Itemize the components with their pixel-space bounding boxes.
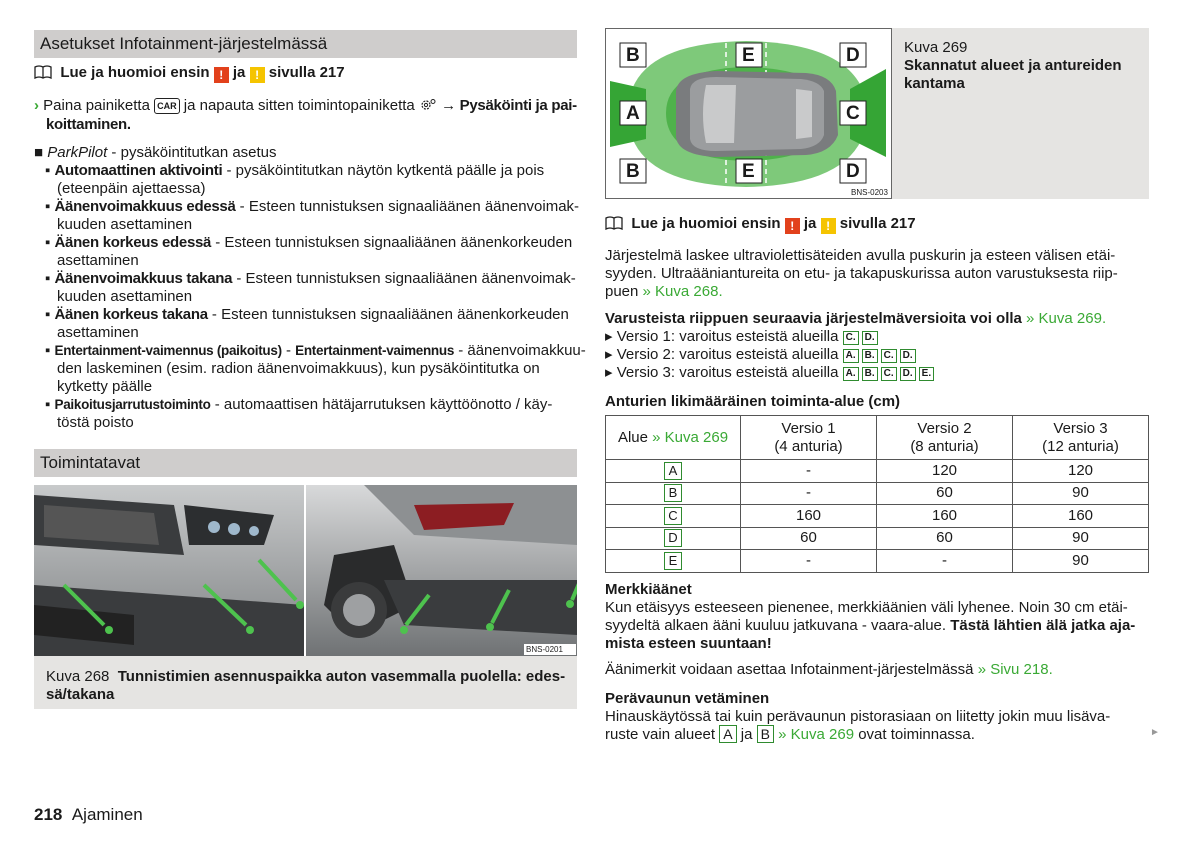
figure-268-link[interactable]: » Kuva 268. — [642, 283, 723, 300]
trailer-text: ruste vain alueet A ja B » Kuva 269 ovat toiminnassa. — [605, 726, 975, 743]
page-218-link[interactable]: » Sivu 218. — [977, 661, 1053, 678]
zone-e-bottom: E — [742, 161, 755, 182]
version-item: ▸ Versio 3: varoitus esteistä alueilla A. B. C. D. E. — [605, 364, 937, 382]
figure-268-caption: Kuva 268 Tunnistimien asennuspaikka auton vasemmalla puolella: edes- sä/takana — [34, 656, 577, 709]
zone-c: C — [846, 103, 860, 124]
table-row: A - 120 120 — [606, 460, 1149, 483]
diagram-code: BNS-0203 — [851, 188, 888, 197]
beeps-text: Kun etäisyys esteeseen pienenee, merkkiäänien väli lyhenee. Noin 30 cm etäi- — [605, 599, 1128, 616]
beeps-text: syydeltä alkaen ääni kuuluu jatkuvana - vaara-alue. Tästä lähtien älä jatka aja- — [605, 617, 1136, 634]
photo-code: BNS-0201 — [526, 645, 563, 654]
zone-b-front-2: B — [626, 161, 640, 182]
trailer-text: Hinauskäytössä tai kuin perävaunun pistorasiaan on liitetty jokin muu lisäva- — [605, 708, 1111, 725]
bullet-item: ▪ Entertainment-vaimennus (paikoitus) - Entertainment-vaimennus - äänenvoimakkuu- — [45, 342, 586, 359]
warning-red-icon: ! — [785, 218, 800, 234]
sensor-location-photo — [34, 485, 577, 656]
read-note-left: Lue ja huomioi ensin ! ja ! sivulla 217 — [34, 64, 345, 83]
bullet-item-cont: töstä poisto — [57, 414, 134, 431]
bullet-item-cont: kytketty päälle — [57, 378, 153, 395]
range-table — [605, 415, 1149, 573]
versions-heading: Varusteista riippuen seuraavia järjestelmäversioita voi olla » Kuva 269. — [605, 310, 1107, 327]
warning-yellow-icon: ! — [250, 67, 265, 83]
table-row: C 160 160 160 — [606, 505, 1149, 528]
beeps-title: Merkkiäänet — [605, 581, 692, 598]
bullet-item: ▪ Äänenvoimakkuus takana - Esteen tunnistuksen signaaliäänen äänenvoimak- — [45, 270, 576, 287]
parkpilot-item: ■ ParkPilot - pysäköintitutkan asetus — [34, 144, 277, 161]
zone-b-front: B — [626, 45, 640, 66]
zone-e-top: E — [742, 45, 755, 66]
bullet-item: ▪ Paikoitusjarrutustoiminto - automaattisen hätäjarrutuksen käyttöönotto / käy- — [45, 396, 553, 413]
bullet-item-cont: (eteenpäin ajettaessa) — [57, 180, 206, 197]
gear-icon — [419, 98, 437, 112]
section-title-modes: Toimintatavat — [34, 449, 577, 477]
signals-text: Äänimerkit voidaan asettaa Infotainment-järjestelmässä » Sivu 218. — [605, 661, 1053, 678]
chapter-name: Ajaminen — [71, 805, 143, 824]
figure-269-caption: Kuva 269 Skannatut alueet ja antureiden kantama — [892, 28, 1149, 199]
scan-zone-diagram — [605, 28, 892, 199]
car-key-icon: CAR — [154, 98, 180, 114]
zone-a: A — [626, 103, 640, 124]
version-item: ▸ Versio 2: varoitus esteistä alueilla A. B. C. D. — [605, 346, 919, 364]
beeps-text: mista esteen suuntaan! — [605, 635, 772, 652]
bullet-item-cont: asettaminen — [57, 252, 139, 269]
figure-269-link[interactable]: » Kuva 269. — [1026, 310, 1107, 327]
book-icon — [605, 216, 623, 230]
table-row: D 60 60 90 — [606, 527, 1149, 550]
zone-d-rear: D — [846, 45, 860, 66]
continue-arrow-icon: ► — [1150, 727, 1160, 738]
instruction-line-1: › Paina painiketta CAR ja napauta sitten toimintopainiketta → Pysäköinti ja pai- — [34, 97, 577, 114]
trailer-title: Perävaunun vetäminen — [605, 690, 770, 707]
bullet-item: ▪ Äänen korkeus edessä - Esteen tunnistuksen signaaliäänen äänenkorkeuden — [45, 234, 573, 251]
version-item: ▸ Versio 1: varoitus esteistä alueilla C. D. — [605, 328, 881, 346]
figure-269-link[interactable]: » Kuva 269 — [778, 726, 855, 743]
read-note-right: Lue ja huomioi ensin ! ja ! sivulla 217 — [605, 215, 916, 234]
bullet-item-cont: den laskeminen (esim. radion äänenvoimakkuus), kun pysäköintitutka on — [57, 360, 540, 377]
bullet-item-cont: asettaminen — [57, 324, 139, 341]
table-header-row: Alue » Kuva 269 Versio 1 (4 anturia) Versio 2 (8 anturia) Versio 3 (12 anturia) — [606, 416, 1149, 460]
bullet-item-cont: kuuden asettaminen — [57, 288, 193, 305]
figure-269-link[interactable]: » Kuva 269 — [652, 428, 729, 446]
zone-d-rear-2: D — [846, 161, 860, 182]
page-footer — [34, 805, 143, 825]
warning-red-icon: ! — [214, 67, 229, 83]
instruction-line-2: koittaminen. — [46, 116, 131, 133]
bullet-item: ▪ Automaattinen aktivointi - pysäköintitutkan näytön kytkentä päälle ja pois — [45, 162, 545, 179]
table-row: E - - 90 — [606, 550, 1149, 573]
book-icon — [34, 65, 52, 79]
table-title: Anturien likimääräinen toiminta-alue (cm) — [605, 393, 901, 410]
bullet-item: ▪ Äänenvoimakkuus edessä - Esteen tunnistuksen signaaliäänen äänenvoimak- — [45, 198, 580, 215]
bullet-item: ▪ Äänen korkeus takana - Esteen tunnistuksen signaaliäänen äänenkorkeuden — [45, 306, 569, 323]
warning-yellow-icon: ! — [821, 218, 836, 234]
page-number: 218 — [34, 805, 63, 824]
bullet-item-cont: kuuden asettaminen — [57, 216, 193, 233]
section-title-settings: Asetukset Infotainment-järjestelmässä — [34, 30, 577, 58]
table-row: B - 60 90 — [606, 482, 1149, 505]
